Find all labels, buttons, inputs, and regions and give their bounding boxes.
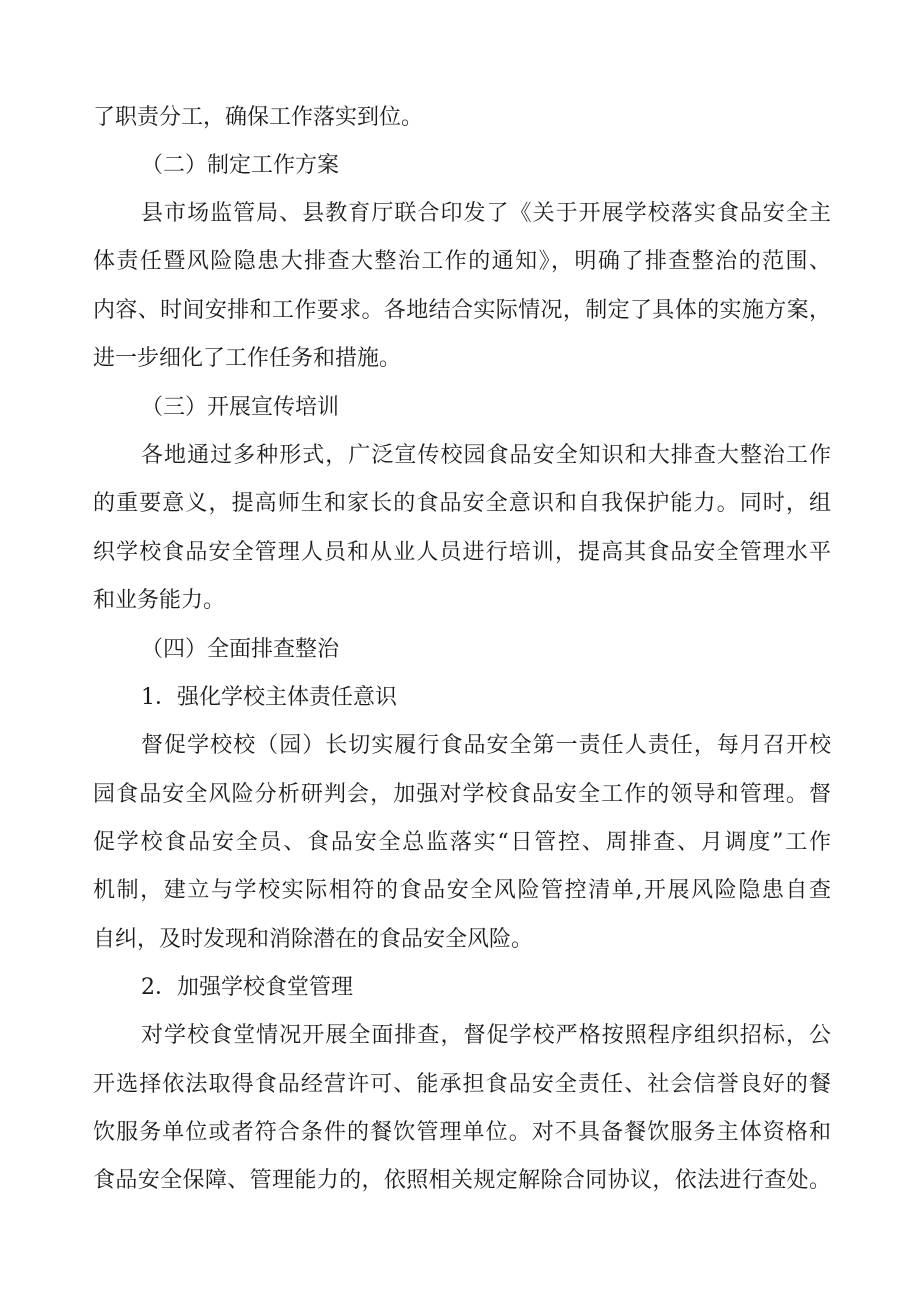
paragraph-line: 督促学校校（园）长切实履行食品安全第一责任人责任，每月召开校: [141, 733, 831, 758]
paragraph-line: 了职责分工，确保工作落实到位。: [93, 105, 424, 130]
paragraph-line: 对学校食堂情况开展全面排查，督促学校严格按照程序组织招标，公: [141, 1023, 831, 1048]
paragraph-line: 机制，建立与学校实际相符的食品安全风险管控清单,开展风险隐患自查: [93, 878, 831, 903]
paragraph-line: 园食品安全风险分析研判会，加强对学校食品安全工作的领导和管理。督: [93, 782, 831, 807]
paragraph-line: 促学校食品安全员、食品安全总监落实“日管控、周排查、月调度”工作: [93, 830, 831, 855]
section-heading: （四）全面排查整治: [141, 637, 340, 662]
paragraph-line: 饮服务单位或者符合条件的餐饮管理单位。对不具备餐饮服务主体资格和: [93, 1120, 831, 1145]
paragraph-line: 织学校食品安全管理人员和从业人员进行培训，提高其食品安全管理水平: [93, 540, 831, 565]
paragraph-line: 的重要意义，提高师生和家长的食品安全意识和自我保护能力。同时，组: [93, 491, 831, 516]
paragraph-line: 自纠，及时发现和消除潜在的食品安全风险。: [93, 927, 534, 952]
paragraph-line: 和业务能力。: [93, 588, 226, 613]
paragraph-line: 进一步细化了工作任务和措施。: [93, 346, 402, 371]
paragraph-line: 体责任暨风险隐患大排查大整治工作的通知》，明确了排查整治的范围、: [93, 249, 831, 274]
section-heading: （三）开展宣传培训: [141, 395, 340, 420]
subsection-heading: 1．强化学校主体责任意识: [141, 685, 397, 710]
paragraph-line: 开选择依法取得食品经营许可、能承担食品安全责任、社会信誉良好的餐: [93, 1072, 831, 1097]
paragraph-line: 内容、时间安排和工作要求。各地结合实际情况，制定了具体的实施方案，: [93, 298, 831, 323]
paragraph-line: 各地通过多种形式，广泛宣传校园食品安全知识和大排查大整治工作: [141, 443, 831, 468]
paragraph-line: 食品安全保障、管理能力的，依照相关规定解除合同协议，依法进行查处。: [93, 1168, 831, 1193]
section-heading: （二）制定工作方案: [141, 153, 340, 178]
subsection-heading: 2．加强学校食堂管理: [141, 975, 353, 1000]
paragraph-line: 县市场监管局、县教育厅联合印发了《关于开展学校落实食品安全主: [141, 201, 831, 226]
